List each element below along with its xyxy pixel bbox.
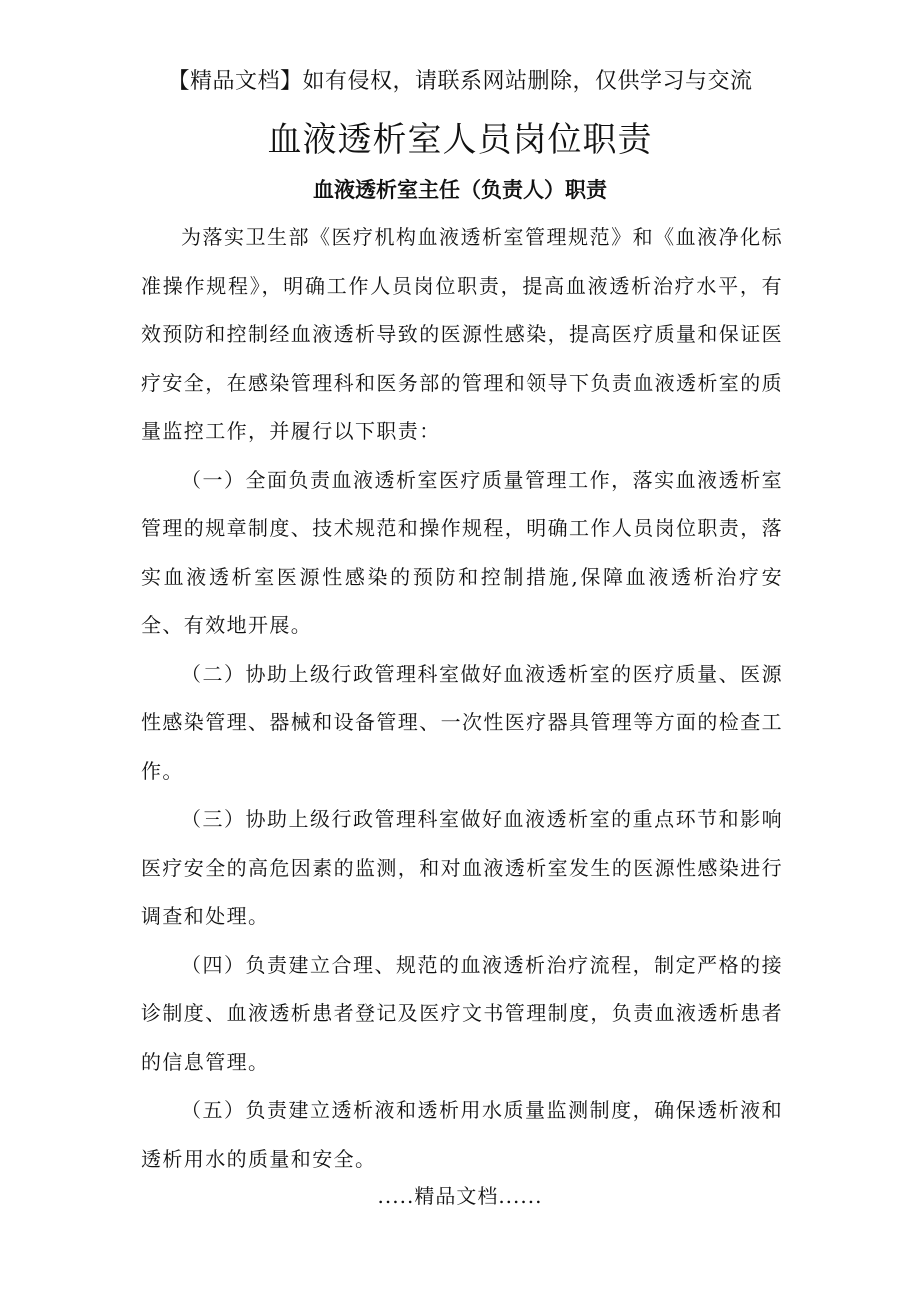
- paragraph-item-4: （四）负责建立合理、规范的血液透析治疗流程，制定严格的接诊制度、血液透析患者登记及医疗文书管理制度，负责血液透析患者的信息管理。: [141, 952, 783, 1074]
- paragraph-intro: 为落实卫生部《医疗机构血液透析室管理规范》和《血液净化标准操作规程》，明确工作人员岗位职责，提高血液透析治疗水平，有效预防和控制经血液透析导致的医源性感染，提高医疗质量和保证医疗安全，在感染管理科和医务部的管理和领导下负责血液透析室的质量监控工作，并履行以下职责：: [141, 225, 783, 443]
- paragraph-item-3: （三）协助上级行政管理科室做好血液透析室的重点环节和影响医疗安全的高危因素的监测，和对血液透析室发生的医源性感染进行调查和处理。: [141, 807, 783, 928]
- document-title: 血液透析室人员岗位职责: [267, 120, 653, 160]
- section-title: 血液透析室主任（负责人）职责: [313, 178, 607, 202]
- footer-note: .....精品文档......: [377, 1184, 543, 1208]
- body-text: [141, 213, 783, 1183]
- paragraph-item-2: （二）协助上级行政管理科室做好血液透析室的医疗质量、医源性感染管理、器械和设备管理、一次性医疗器具管理等方面的检查工作。: [141, 661, 783, 783]
- header-note: 【精品文档】如有侵权，请联系网站删除，仅供学习与交流: [167, 69, 753, 94]
- paragraph-item-1: （一）全面负责血液透析室医疗质量管理工作，落实血液透析室管理的规章制度、技术规范和操作规程，明确工作人员岗位职责，落实血液透析室医源性感染的预防和控制措施,保障血液透析治疗安全、有效地开展。: [141, 467, 783, 637]
- paragraph-item-5: （五）负责建立透析液和透析用水质量监测制度，确保透析液和透析用水的质量和安全。: [141, 1098, 783, 1171]
